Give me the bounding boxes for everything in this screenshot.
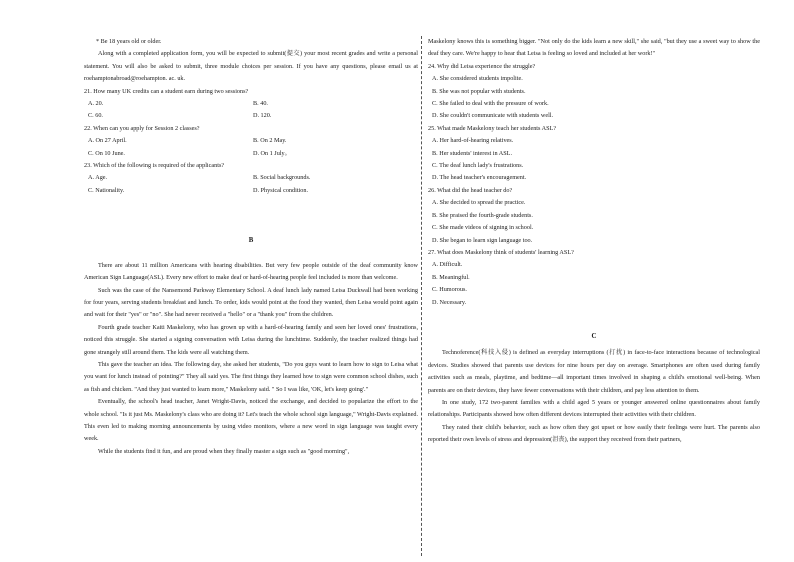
option: D. 120. bbox=[253, 112, 272, 120]
passage-b-continuation: Maskelony knows this is something bigger. "Not only do the kids learn a new skill," she said, "but they use a sweet way to show the deaf they care. We're happy to hear that Leisa is feeling so loved and included at her work!" bbox=[428, 38, 760, 58]
passage-b-paragraph: Fourth grade teacher Kaiti Maskelony, who has grown up with a hard-of-hearing family and seen her loved ones' frustrations, noticed this struggle. She started a signing conversation with Leisa during the lunchtime. Suddenly, the teacher realized things had gone strangely still around them. The kids were all watching them. bbox=[84, 323, 418, 356]
option: A. She decided to spread the practice. bbox=[432, 199, 526, 207]
option: B. Her students' interest in ASL. bbox=[432, 149, 512, 157]
option: A. 20. bbox=[88, 100, 104, 108]
passage-c-paragraph: They rated their child's behavior, such as how often they got upset or how easily their feelings were hurt. The parents also reported their own levels of stress and depression(沮丧), the support they received from their partners, bbox=[428, 423, 760, 444]
option: C. She made videos of signing in school. bbox=[432, 224, 534, 232]
option: C. Nationality. bbox=[88, 186, 125, 194]
option: D. Necessary. bbox=[432, 298, 467, 306]
section-heading-c: C bbox=[591, 332, 597, 340]
question-21-options bbox=[84, 98, 418, 123]
option: C. Humorous. bbox=[432, 286, 467, 294]
option: A. Her hard-of-hearing relatives. bbox=[432, 137, 514, 145]
option: B. She praised the fourth-grade students. bbox=[432, 211, 533, 219]
option: A. On 27 April. bbox=[88, 137, 127, 145]
passage-c-paragraph: Technoference(科技入侵) is defined as everyday interruptions (打扰) in face-to-face interactions because of technological devices. Studies showed that parents use devices for nine hours per day on average. Smartphones are often used during family activities such as meals, playtime, and bedtime—all important times involved in shaping a child's emotional well-being. When parents are on their devices, they have fewer conversations with their children, and pay less attention to them. bbox=[428, 349, 760, 394]
option: D. On 1 July。 bbox=[253, 149, 291, 157]
left-column bbox=[84, 36, 418, 458]
option: A. Difficult. bbox=[432, 261, 463, 269]
option: B. Social backgrounds. bbox=[253, 174, 311, 182]
option: B. On 2 May. bbox=[253, 137, 287, 145]
question-23-options bbox=[84, 172, 418, 197]
passage-b-paragraph: While the students find it fun, and are proud when they finally master a sign such as "good morning", bbox=[98, 447, 350, 455]
requirement-line: * Be 18 years old or older. bbox=[96, 38, 162, 45]
option: C. The deaf lunch lady's frustrations. bbox=[432, 162, 524, 170]
option: C. 60. bbox=[88, 112, 103, 120]
option: B. She was not popular with students. bbox=[432, 87, 526, 95]
column-divider bbox=[421, 36, 422, 556]
right-column bbox=[428, 36, 760, 447]
option: A. Age. bbox=[88, 174, 108, 182]
option: D. She began to learn sign language too. bbox=[432, 236, 533, 244]
option: A. She considered students impolite. bbox=[432, 75, 523, 83]
question-25: 25. What made Maskelony teach her students ASL? bbox=[428, 124, 557, 132]
question-27: 27. What does Maskelony think of students' learning ASL? bbox=[428, 248, 574, 256]
option: C. On 10 June. bbox=[88, 149, 125, 157]
passage-b-paragraph: Eventually, the school's head teacher, Janet Wright-Davis, noticed the exchange, and decided to popularize the effort to the whole school. "Is it just Ms. Maskelony's class who are doing it? Let's teach the whole school sign language," Wright-Davis explained. This even led to making morning announcements by using video monitors, where a new word in sign language was taught every week. bbox=[84, 398, 418, 443]
passage-c-paragraph: In one study, 172 two-parent families with a child aged 5 years or younger answered online questionnaires about family relationships. Participants showed how often different devices interrupted their activities with their children. bbox=[428, 398, 760, 419]
passage-b-paragraph: There are about 11 million Americans with hearing disabilities. But very few people outside of the deaf community know American Sign Language(ASL). Every new effort to make deaf or hard-of-hearing people feel included is more than welcome. bbox=[84, 261, 418, 282]
question-22: 22. When can you apply for Session 2 classes? bbox=[84, 124, 200, 132]
passage-b-paragraph: This gave the teacher an idea. The following day, she asked her students, "Do you guys want to learn how to sign to Leisa what you want for lunch instead of pointing?" They all said yes. The first things they learned how to sign were common school dishes, such as fish and chicken. "And they just wanted to learn more," Maskelony said. " So I was like, 'OK, let's keep going'." bbox=[84, 360, 418, 393]
section-heading-b: B bbox=[248, 237, 254, 245]
question-22-options bbox=[84, 135, 418, 160]
option: D. Physical condition. bbox=[253, 186, 308, 194]
question-24: 24. Why did Leisa experience the struggle? bbox=[428, 62, 536, 70]
passage-b-paragraph: Such was the case of the Nansemond Parkway Elementary School. A deaf lunch lady named Leisa Duckwall had been working for four years, serving students breakfast and lunch. To order, kids would point at the food they wanted, then Leisa would point again and wait for their "yes" or "no". She had never received a "hello" or a "thank you" from the children. bbox=[84, 286, 418, 319]
option: D. The head teacher's encouragement. bbox=[432, 174, 527, 182]
option: C. She failed to deal with the pressure of work. bbox=[432, 100, 549, 108]
application-paragraph: Along with a completed application form, you will be expected to submit(提交) your most recent grades and write a personal statement. You will also be asked to submit, three module choices per session. If you have any questions, please email us at roehamptonabroad@roehampton. ac. uk. bbox=[84, 50, 418, 83]
question-26: 26. What did the head teacher do? bbox=[428, 186, 513, 194]
option: D. She couldn't communicate with students well. bbox=[432, 112, 554, 120]
question-23: 23. Which of the following is required of the applicants? bbox=[84, 162, 225, 170]
option: B. 40. bbox=[253, 100, 268, 108]
option: B. Meaningful. bbox=[432, 273, 470, 281]
question-21: 21. How many UK credits can a student earn during two sessions? bbox=[84, 87, 249, 95]
